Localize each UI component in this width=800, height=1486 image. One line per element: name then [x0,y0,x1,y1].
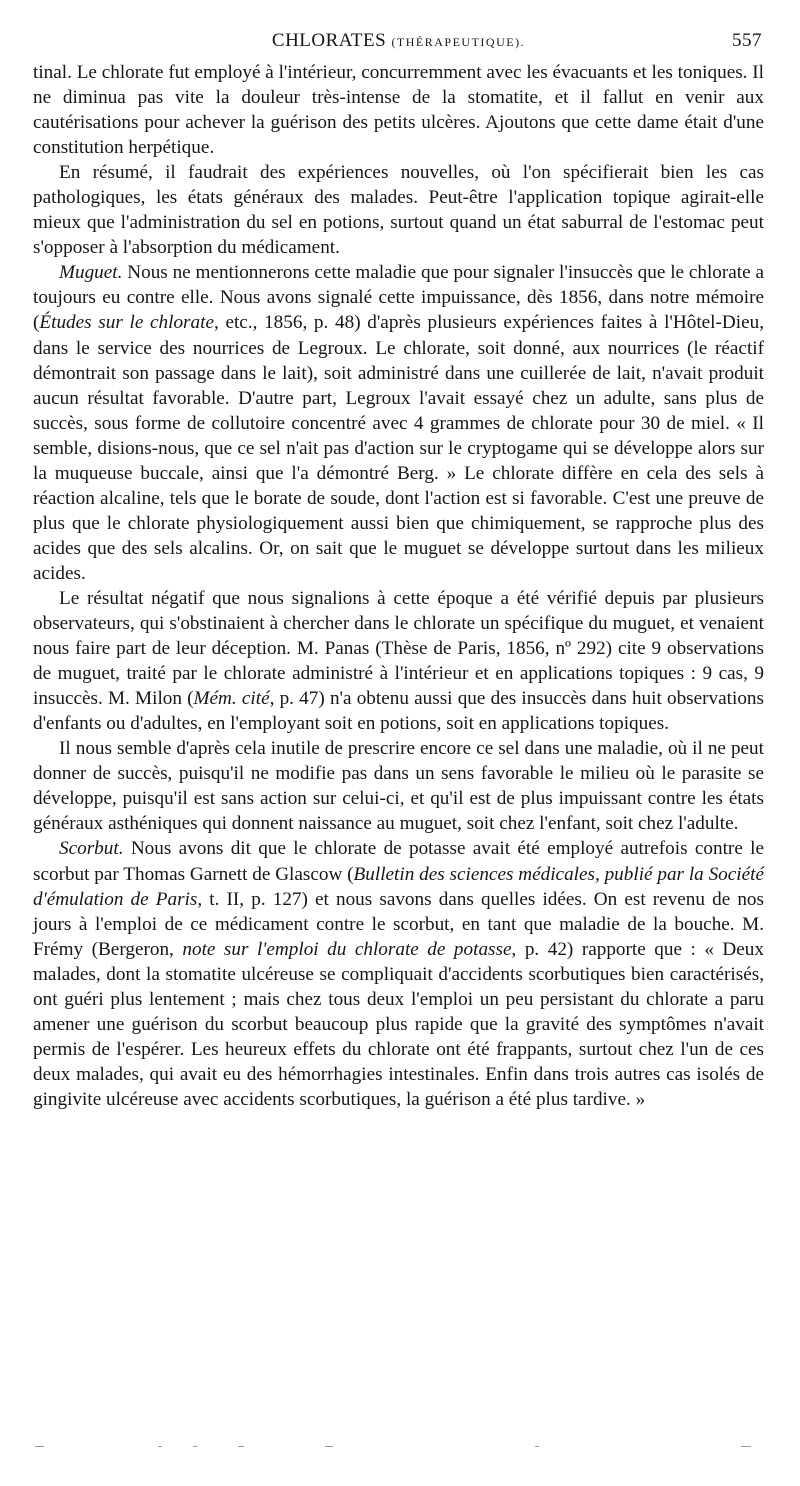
running-title-main: CHLORATES [271,30,387,51]
section-heading-scorbut: Scorbut. [59,838,124,860]
text-run: , p. 47) n'a obtenu aussi que des insuccès dans huit observations d'enfants ou d'adultes, en l'employant soit en potions, soit en applications topiques. [33,688,764,735]
scan-mark [325,1446,333,1447]
citation-title: Études sur le chlorate [39,312,214,334]
text-run: , t. II, p. 127) et nous savons dans quelles idées. On est revenu de nos jours à l'emploi de ce médicament contre le scorbut, en tant que maladie de la bouche. M. Frémy (Bergeron, [33,888,764,960]
text-run: En résumé, il faudrait des expériences nouvelles, où l'on spécifierait bien les cas pathologiques, les états généraux des malades. Peut-être l'application topique agirait-elle mieux que l'administration du sel en potions, surtout quand un état saburral de l'estomac peut s'opposer à l'absorption du médicament. [33,162,764,259]
citation-title: note sur l'emploi du chlorate de potasse [182,938,512,960]
paragraph-scorbut [33,836,764,1112]
scan-mark [741,1446,751,1447]
text-run: , etc., 1856, p. 48) d'après plusieurs expériences faites à l'Hôtel-Dieu, dans le service des nourrices de Legroux. Le chlorate, soit donné, aux nourrices (le réactif démontrait son passage dans le lait), soit administré dans une cuillerée de lait, n'avait produit aucun résultat favorable. D'autre part, Legroux l'avait essayé chez un adulte, sans plus de succès, sous forme de collutoire concentré avec 4 grammes de chlorate pour 30 de miel. « Il semble, disions-nous, que ce sel n'ait pas d'action sur le cryptogame qui se développe alors sur la muqueuse buccale, ainsi que l'a démontré Berg. » Le chlorate diffère en cela des sels à réaction alcaline, tels que le borate de soude, dont l'action est si favorable. C'est une preuve de plus que le chlorate physiologiquement aussi bien que chimiquement, se rapproche plus des acides que des sels alcalins. Or, on sait que le muguet se développe surtout dans les milieux acides. [33,312,764,584]
scan-mark [238,1446,244,1447]
scan-mark [535,1446,539,1447]
citation-title: Bulletin des sciences médicales, publié par la Société d'émulation de Paris [33,863,764,910]
text-run: Il nous semble d'après cela inutile de prescrire encore ce sel dans une maladie, où il ne peut donner de succès, puisqu'il ne modifie pas dans un sens favorable le milieu où le parasite se développe, puisqu'il est sans action sur celui-ci, et qu'il est de plus impuissant contre les états généraux asthéniques qui donnent naissance au muguet, soit chez l'enfant, soit chez l'adulte. [33,738,764,835]
text-run: Nous ne mentionnerons cette maladie que pour signaler l'insuccès que le chlorate a toujours eu contre elle. Nous avons signalé cette impuissance, dès 1856, dans notre mémoire ( [33,262,764,334]
paragraph-negative-result [33,586,764,736]
scan-mark [193,1446,197,1447]
running-title [33,30,764,52]
text-run: Nous avons dit que le chlorate de potasse avait été employé autrefois contre le scorbut par Thomas Garnett de Glascow ( [33,838,764,885]
running-header [33,30,764,60]
paragraph-continuation [33,60,764,160]
text-run: tinal. Le chlorate fut employé à l'intérieur, concurremment avec les évacuants et les toniques. Il ne diminua pas vite la douleur très-intense de la stomatite, et il fallut en venir aux cautérisations pour achever la guérison des petits ulcères. Ajoutons que cette dame était d'une constitution herpétique. [33,62,764,159]
paragraph-summary [33,160,764,260]
paragraph-conclusion [33,736,764,836]
body-text [33,60,764,1112]
footer-scan-marks [33,1446,764,1450]
text-run: Le résultat négatif que nous signalions à cette époque a été vérifié depuis par plusieurs observateurs, qui s'obstinaient à chercher dans le chlorate un spécifique du muguet, et venaient nous faire part de leur déception. M. Panas (Thèse de Paris, 1856, nº 292) cite 9 observations de muguet, traité par le chlorate administré à l'intérieur et en applications topiques : 9 cas, 9 insuccès. M. Milon ( [33,587,764,710]
page-number: 557 [732,30,762,51]
scan-mark [158,1446,162,1447]
citation-title: Mém. cité [193,688,270,710]
text-run: , p. 42) rapporte que : « Deux malades, dont la stomatite ulcéreuse se compliquait d'accidents scorbutiques bien caractérisés, ont guéri plus lentement ; mais chez tous deux l'emploi un peu persistant du chlorate a paru amener une guérison du scorbut beaucoup plus rapide que la gravité des symptômes n'avait permis de l'espérer. Les heureux effets du chlorate ont été frappants, surtout chez l'un de ces deux malades, qui avait eu des hémorrhagies intestinales. Enfin dans trois autres cas isolés de gingivite ulcéreuse avec accidents scorbutiques, la guérison a été plus tardive. » [33,938,764,1110]
running-title-subtitle: (THÉRAPEUTIQUE). [391,35,526,49]
section-heading-muguet: Muguet. [59,262,123,284]
scan-mark [35,1446,44,1447]
paragraph-muguet [33,260,764,586]
